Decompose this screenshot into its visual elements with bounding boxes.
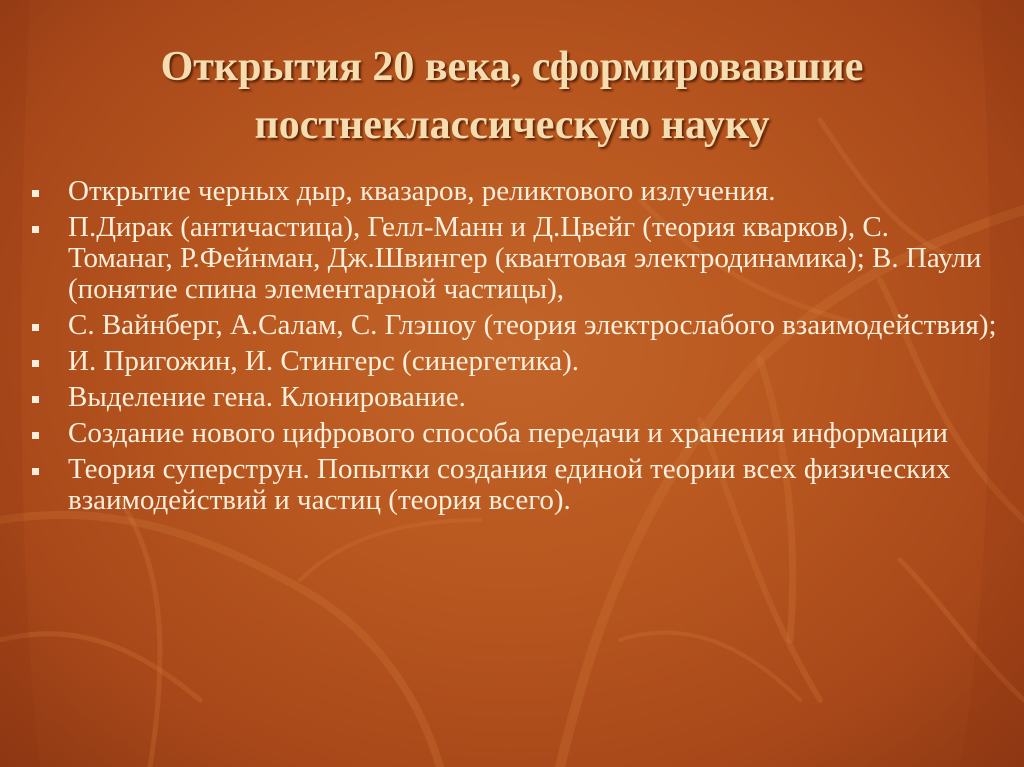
square-bullet-icon: [32, 468, 39, 475]
list-item-text: Открытие черных дыр, квазаров, реликтового излучения.: [68, 175, 776, 207]
list-item-text: Теория суперструн. Попытки создания единой теории всех физических взаимодействий и частиц (теория всего).: [68, 453, 951, 516]
title-line-1: Открытия 20 века, сформировавшие: [160, 44, 864, 90]
list-item: [30, 212, 1000, 305]
list-item: [30, 454, 1000, 516]
list-item: [30, 310, 1000, 341]
list-item: [30, 382, 1000, 413]
list-item: [30, 346, 1000, 377]
square-bullet-icon: [32, 360, 39, 367]
square-bullet-icon: [32, 190, 39, 197]
square-bullet-icon: [32, 226, 39, 233]
square-bullet-icon: [32, 324, 39, 331]
list-item-text: П.Дирак (античастица), Гелл-Манн и Д.Цвейг (теория кварков), С. Томанаг, Р.Фейнман, Дж.Швингер (квантовая электродинамика); В. Паули (понятие спина элементарной частицы),: [68, 211, 982, 305]
list-item-text: С. Вайнберг, А.Салам, С. Глэшоу (теория электрослабого взаимодействия);: [68, 309, 997, 341]
title-line-2: постнеклассическую науку: [254, 102, 770, 148]
list-item-text: Выделение гена. Клонирование.: [68, 381, 466, 413]
list-item-text: Создание нового цифрового способа передачи и хранения информации: [68, 417, 948, 449]
list-item-text: И. Пригожин, И. Стингерс (синергетика).: [68, 345, 579, 377]
square-bullet-icon: [32, 396, 39, 403]
slide-title: [60, 38, 964, 154]
square-bullet-icon: [32, 432, 39, 439]
list-item: [30, 176, 1000, 207]
slide-content: [30, 176, 1000, 521]
list-item: [30, 418, 1000, 449]
bullet-list: [30, 176, 1000, 516]
